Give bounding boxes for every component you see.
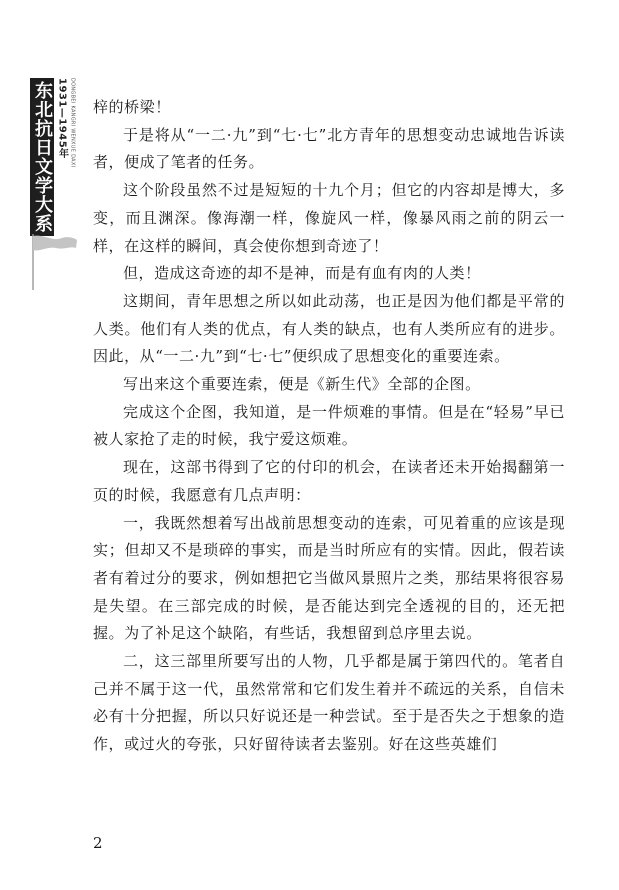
- paragraph: 这个阶段虽然不过是短短的十九个月；但它的内容却是博大，多变，而且渊深。像海潮一样，像旋风一样，像暴风雨之前的阴云一样，在这样的瞬间，真会使你想到奇迹了！: [93, 181, 565, 255]
- paragraph: 但，造成这奇迹的却不是神，而是有血有肉的人类！: [123, 264, 481, 283]
- series-mark: [30, 78, 78, 290]
- series-title-block: [30, 78, 54, 236]
- flag-icon: [30, 234, 78, 290]
- paragraph: 二，这三部里所要写出的人物，几乎都是属于第四代的。笔者自己并不属于这一代，虽然常常和它们发生着并不疏远的关系，自信未必有十分把握，所以只好说还是一种尝试。至于是否失之于想象的造作，或过火的夸张，只好留待读者去鉴别。好在这些英雄们: [93, 652, 565, 754]
- series-pinyin-text: DONGBEI KANGRI WENXUE DAXI: [69, 78, 76, 168]
- page-number: 2: [93, 834, 103, 852]
- paragraph: 写出来这个重要连索，便是《新生代》全部的企图。: [123, 375, 481, 394]
- paragraph: 现在，这部书得到了它的付印的机会，在读者还未开始揭翻第一页的时候，我愿意有几点声明：: [93, 458, 565, 504]
- paragraph: 这期间，青年思想之所以如此动荡，也正是因为他们都是平常的人类。他们有人类的优点，有人类的缺点，也有人类所应有的进步。因此，从“一二·九”到“七·七”便织成了思想变化的重要连索。: [93, 291, 565, 366]
- paragraph: 于是将从“一二·九”到“七·七”北方青年的思想变动忠诚地告诉读者，便成了笔者的任务。: [93, 125, 565, 172]
- paragraph: 梓的桥梁！: [93, 98, 171, 116]
- body-text: [93, 94, 565, 759]
- paragraph: 一，我既然想着写出战前思想变动的连索，可见着重的应该是现实；但却又不是琐碎的事实，而是当时所应有的实情。因此，假若读者有着过分的要求，例如想把它当做风景照片之类，那结果将很容易是失望。在三部完成的时候，是否能达到完全透视的目的，还无把握。为了补足这个缺陷，有些话，我想留到总序里去说。: [93, 513, 565, 643]
- series-title: 东北抗日文学大系: [32, 81, 53, 233]
- series-years-text: 1931—1945年: [56, 78, 68, 159]
- series-years: [56, 78, 68, 186]
- paragraph: 完成这个企图，我知道，是一件烦难的事情。但是在“轻易”早已被人家抢了走的时候，我宁爱这烦难。: [93, 402, 565, 449]
- series-pinyin: [68, 78, 77, 238]
